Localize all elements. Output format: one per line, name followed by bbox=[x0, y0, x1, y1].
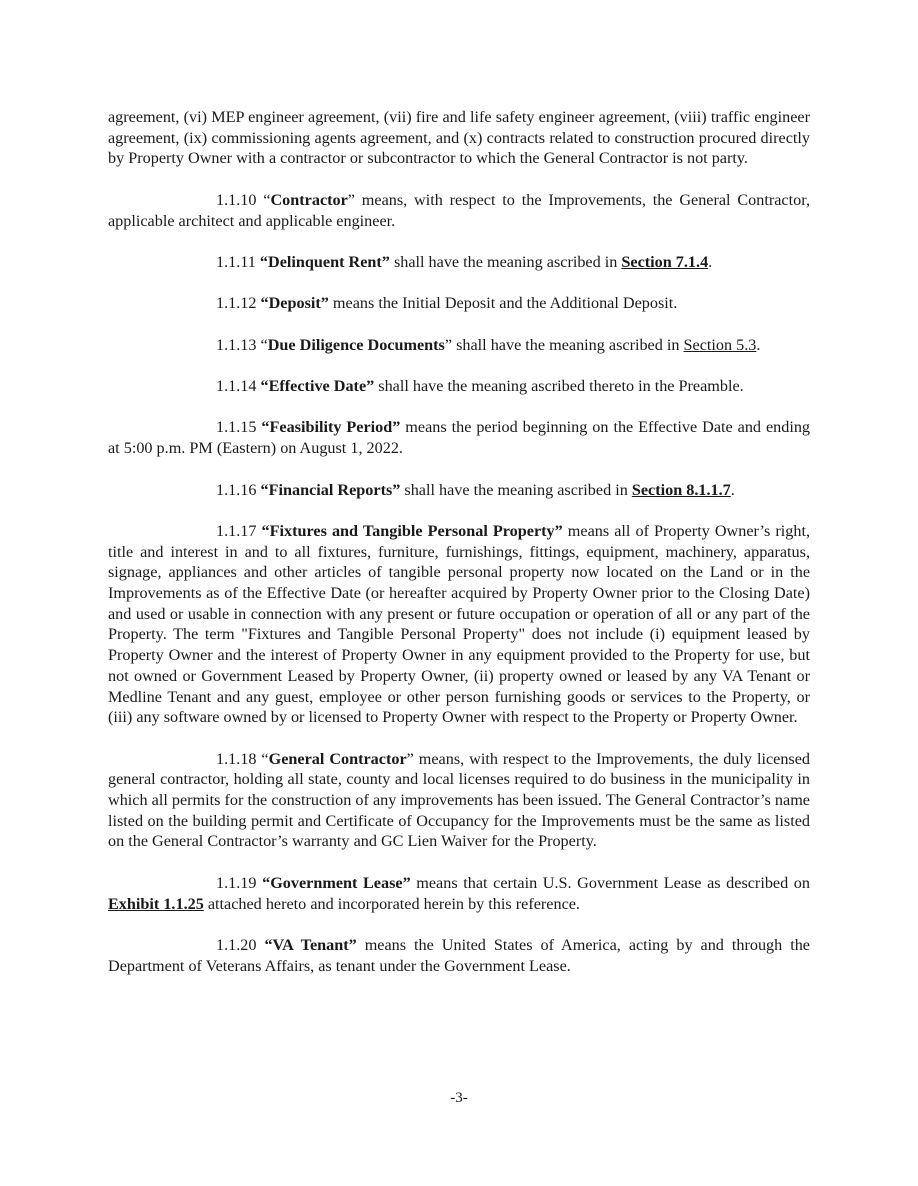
text-run: shall have the meaning ascribed thereto in the Preamble. bbox=[374, 377, 744, 396]
defined-term: “VA Tenant” bbox=[264, 935, 357, 954]
definition-due-diligence-documents bbox=[108, 335, 810, 356]
text-run: ” means, with respect to the Improvements, the duly licensed general contractor, holding all state, county and local licenses required to do business in the municipality in which all permits for the construction of any improvements has been issued. The General Contractor’s name listed on the building permit and Certificate of Occupancy for the Improvements must be the same as listed on the General Contractor’s warranty and GC Lien Waiver for the Property. bbox=[108, 749, 810, 851]
definition-government-lease bbox=[108, 873, 810, 914]
text-run: ” means, with respect to the Improvements, the General Contractor, applicable architect and applicable engineer. bbox=[108, 190, 810, 230]
defined-term: General Contractor bbox=[268, 749, 407, 768]
text-run: 1.1.18 “ bbox=[216, 749, 269, 768]
text-run: . bbox=[756, 335, 761, 354]
text-run: means the period beginning on the Effective Date and ending at 5:00 p.m. PM (Eastern) on August 1, 2022. bbox=[108, 418, 811, 458]
text-run: 1.1.11 bbox=[216, 252, 260, 271]
text-run: 1.1.19 bbox=[216, 873, 263, 892]
text-run: agreement, (vi) MEP engineer agreement, (vii) fire and life safety engineer agreement, (viii) traffic engineer agreement, (ix) commissioning agents agreement, and (x) contracts related to construction procured directly by Property Owner with a contractor or subcontractor to which the General Contractor is not party. bbox=[108, 108, 810, 168]
definition-va-tenant bbox=[108, 935, 810, 976]
text-run: 1.1.15 bbox=[216, 418, 262, 437]
definition-contractor bbox=[108, 190, 810, 231]
definition-deposit bbox=[108, 293, 810, 314]
text-run: means that certain U.S. Government Lease as described on bbox=[410, 873, 810, 892]
text-run: 1.1.10 “ bbox=[216, 190, 271, 209]
text-run: 1.1.16 bbox=[216, 480, 261, 499]
text-run: means the United States of America, acting by and through the Department of Veterans Affairs, as tenant under the Government Lease. bbox=[108, 935, 810, 975]
defined-term: “Deposit” bbox=[260, 294, 329, 313]
page-number: -3- bbox=[450, 1090, 468, 1106]
text-run: means all of Property Owner’s right, title and interest in and to all fixtures, furniture, furnishings, fittings, equipment, machinery, apparatus, signage, appliances and other articles of tangible personal property now located on the Land or in the Improvements as of the Effective Date (or hereafter acquired by Property Owner prior to the Closing Date) and used or usable in connection with any present or future occupation or operation of all or any part of the Property. The term "Fixtures and Tangible Personal Property" does not include (i) equipment leased by Property Owner and the interest of Property Owner in any equipment provided to the Property for use, but not owned or Government Leased by Property Owner, (ii) property owned or leased by any VA Tenant or Medline Tenant and any guest, employee or other person furnishing goods or services to the Property, or (iii) any software owned by or licensed to Property Owner with respect to the Property or Property Owner. bbox=[108, 521, 810, 727]
document-body bbox=[108, 107, 810, 997]
defined-term: “Effective Date” bbox=[260, 377, 375, 396]
defined-term: Contractor bbox=[270, 190, 348, 209]
text-run: 1.1.17 bbox=[216, 521, 262, 540]
definition-effective-date bbox=[108, 376, 810, 397]
defined-term: “Delinquent Rent” bbox=[259, 252, 390, 271]
definition-feasibility-period bbox=[108, 417, 810, 458]
text-run: 1.1.12 bbox=[216, 294, 261, 313]
definition-fixtures-tangible-property bbox=[108, 521, 810, 728]
defined-term: Due Diligence Documents bbox=[267, 335, 445, 354]
text-run: ” shall have the meaning ascribed in bbox=[444, 335, 684, 354]
text-run: shall have the meaning ascribed in bbox=[400, 480, 632, 499]
section-reference: Section 5.3 bbox=[683, 335, 757, 354]
bold-underlined-reference: Exhibit 1.1.25 bbox=[108, 894, 204, 913]
defined-term: “Feasibility Period” bbox=[261, 418, 401, 437]
text-run: . bbox=[708, 252, 713, 271]
text-run: 1.1.20 bbox=[216, 935, 265, 954]
bold-underlined-reference: Section 7.1.4 bbox=[621, 252, 709, 271]
defined-term: “Fixtures and Tangible Personal Property” bbox=[261, 521, 563, 540]
text-run: means the Initial Deposit and the Additional Deposit. bbox=[328, 294, 678, 313]
definition-delinquent-rent bbox=[108, 252, 810, 273]
defined-term: “Government Lease” bbox=[262, 873, 411, 892]
text-run: shall have the meaning ascribed in bbox=[389, 252, 622, 271]
text-run: 1.1.13 “ bbox=[216, 335, 268, 354]
text-run: attached hereto and incorporated herein by this reference. bbox=[203, 894, 580, 913]
text-run: 1.1.14 bbox=[216, 377, 261, 396]
paragraph-continuation bbox=[108, 107, 810, 169]
definition-financial-reports bbox=[108, 480, 810, 501]
defined-term: “Financial Reports” bbox=[260, 480, 401, 499]
bold-underlined-reference: Section 8.1.1.7 bbox=[631, 480, 731, 499]
text-run: . bbox=[730, 480, 735, 499]
definition-general-contractor bbox=[108, 749, 810, 853]
